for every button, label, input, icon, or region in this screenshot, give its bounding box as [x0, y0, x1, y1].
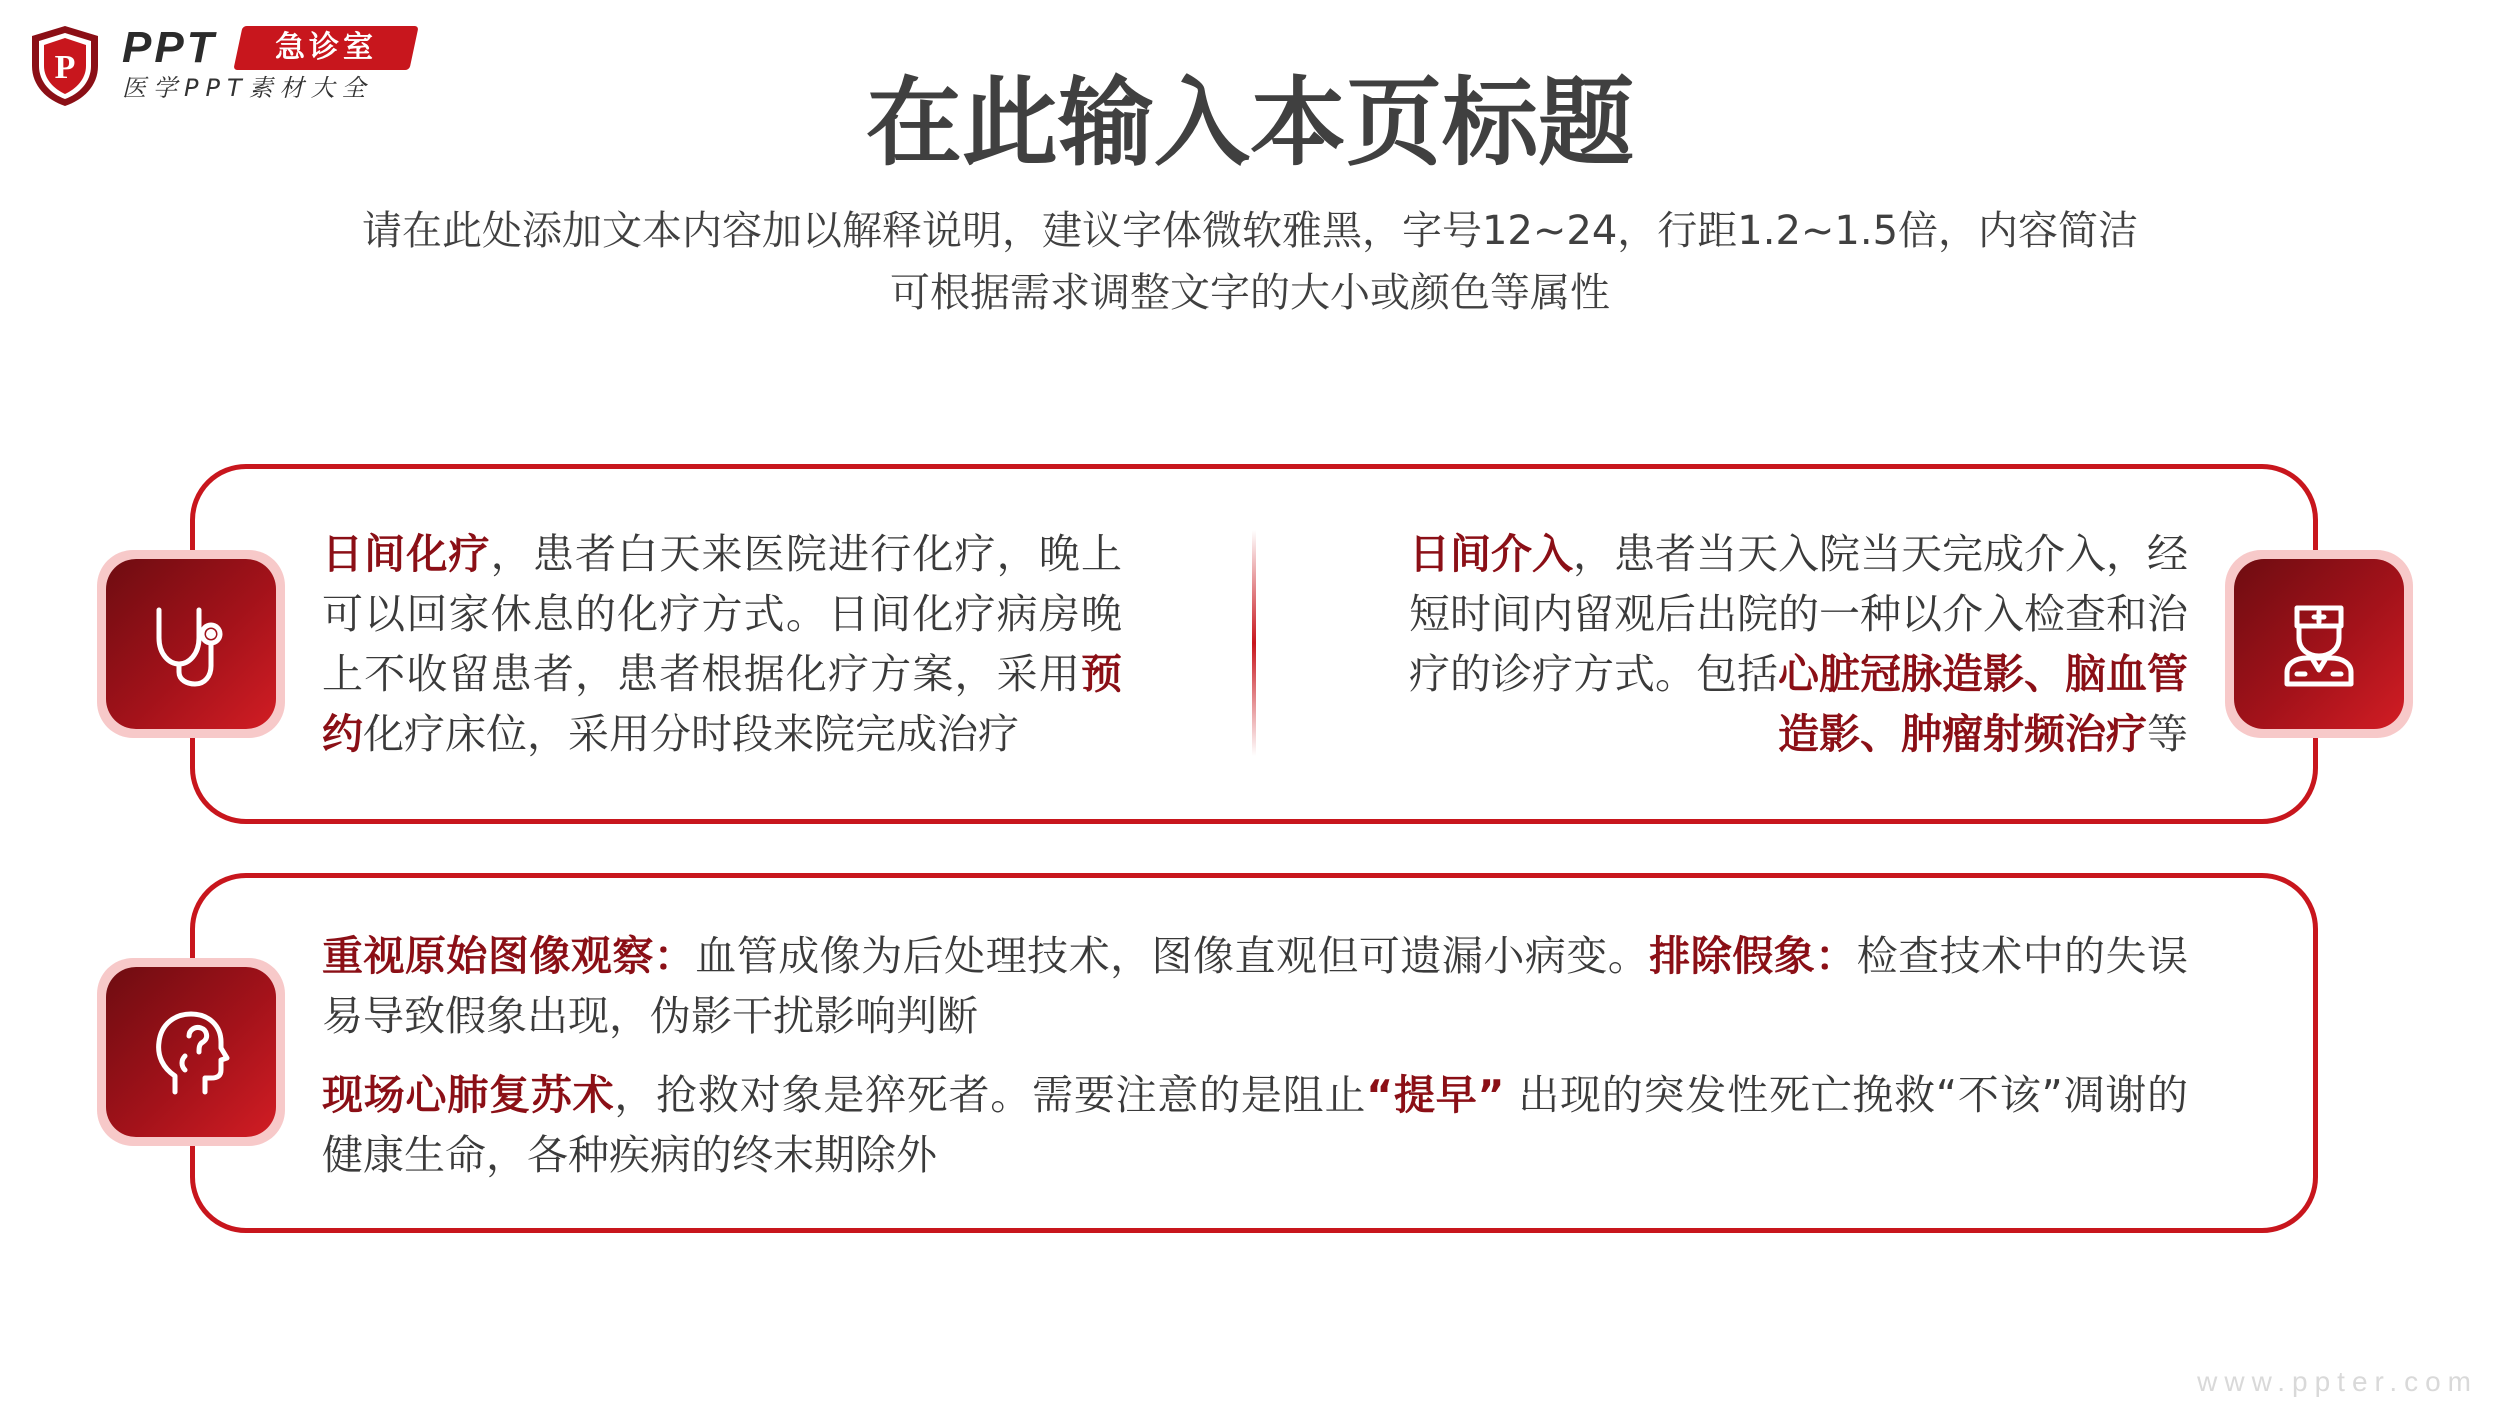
head-profile-icon [145, 1006, 237, 1098]
cpr-highlight: 现场心肺复苏术 [322, 1071, 615, 1119]
logo-ppt-text: PPT [122, 23, 217, 72]
day-chemo-body-1: ，患者白天来医院进行化疗，晚上可以回家休息的化疗方式。日间化疗病房晚上不收留患者，患者根据化疗方案，采用 [322, 530, 1123, 698]
image-observation-text [322, 926, 2188, 1046]
day-intervention-highlight: 日间介入 [1409, 530, 1573, 578]
artifact-highlight: 排除假象： [1649, 932, 1857, 980]
day-chemo-highlight-2: 预约 [322, 650, 1122, 758]
nurse-icon [2273, 598, 2365, 690]
subtitle-line-1: 请在此处添加文本内容加以解释说明，建议字体微软雅黑，字号12~24，行距1.2~1.5倍，内容简洁 [361, 208, 2139, 254]
day-intervention-body-1: ，患者当天入院当天完成介入，经短时间内留观后出院的一种以介入检查和治疗的诊疗方式。包括 [1409, 530, 2188, 698]
cpr-body-2: 出现的突发性死亡挽救“不该”凋谢的健康生命，各种疾病的终末期除外 [322, 1071, 2189, 1179]
logo-badge-text: 急诊室 [275, 30, 377, 65]
shield-letter: P [54, 49, 76, 86]
head-icon-box [97, 958, 285, 1146]
nurse-icon-box [2225, 550, 2413, 738]
day-chemo-body-2: 化疗床位，采用分时段来院完成治疗 [363, 710, 1019, 758]
subtitle-line-2: 可根据需求调整文字的大小或颜色等属性 [890, 270, 1610, 316]
day-intervention-text [1388, 524, 2188, 764]
logo-badge [233, 26, 418, 70]
logo-subtitle: 医学PPT素材大全 [122, 74, 373, 102]
image-observation-highlight: 重视原始图像观察： [322, 932, 696, 980]
cpr-text [322, 1065, 2188, 1185]
page-subtitle [300, 200, 2200, 324]
image-observation-body: 血管成像为后处理技术，图像直观但可遗漏小病变。 [695, 932, 1650, 980]
vertical-divider [1252, 530, 1256, 756]
cpr-body-1: ，抢救对象是猝死者。需要注意的是阻止 [614, 1071, 1367, 1119]
page-title: 在此输入本页标题 [866, 67, 1634, 179]
day-intervention-highlight-2: 心脏冠脉造影、脑血管造影、肿瘤射频治疗 [1778, 650, 2188, 758]
stethoscope-icon [145, 598, 237, 690]
watermark: www.ppter.com [2197, 1366, 2478, 1397]
cpr-highlight-2: “提早” [1366, 1071, 1505, 1119]
stethoscope-icon-box [97, 550, 285, 738]
day-intervention-body-2: 等 [2147, 710, 2188, 758]
artifact-body: 检查技术中的失误易导致假象出现，伪影干扰影响判断 [322, 932, 2189, 1040]
day-chemo-highlight: 日间化疗 [322, 530, 491, 578]
day-chemo-text [322, 524, 1122, 764]
